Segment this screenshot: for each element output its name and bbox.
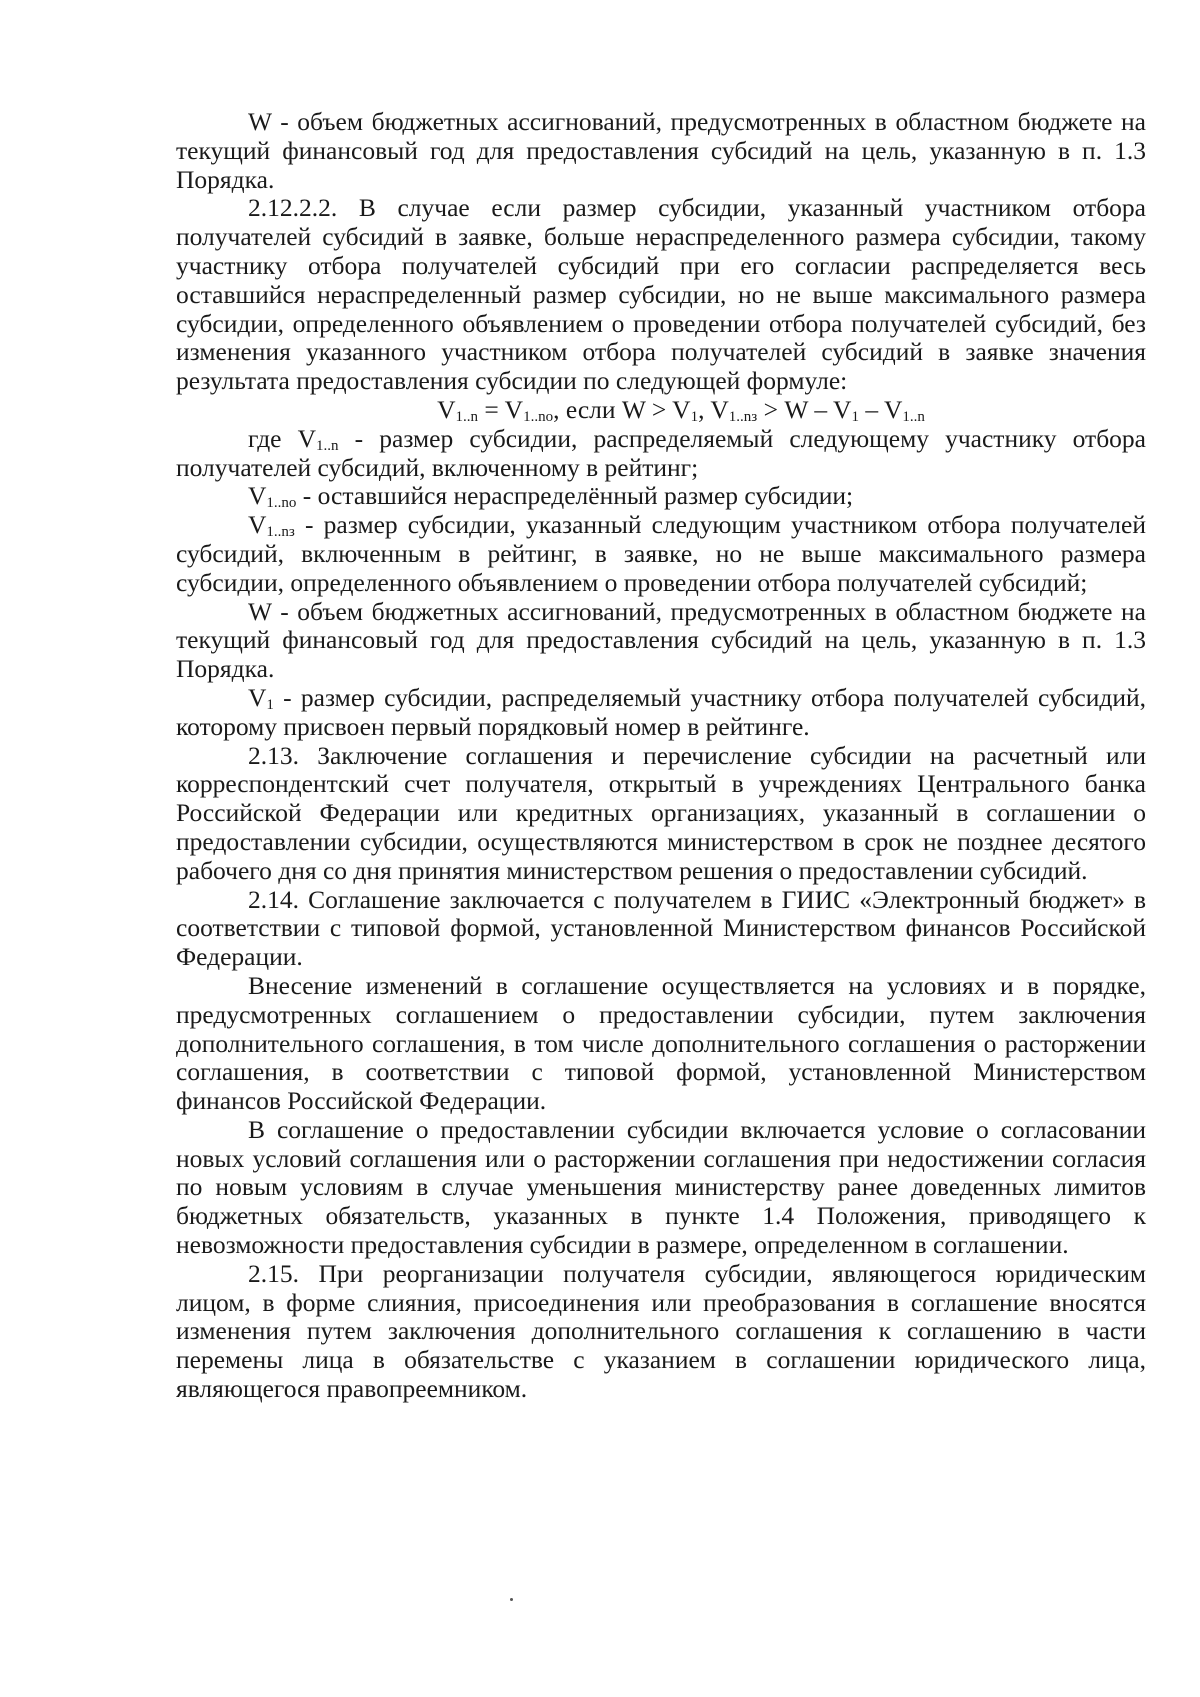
formula-eq: = V (478, 394, 524, 424)
paragraph-limits-condition (176, 1116, 1146, 1260)
formula-minus: – V (858, 394, 903, 424)
paragraph-v1nz-definition (176, 511, 1146, 597)
paragraph-text: 2.12.2.2. В случае если размер субсидии, указанный участником отбора получателей субсидий в заявке, больше нераспределенного размера субсидии, такому участнику отбора получателей субсидий при его согласии распределяется весь оставшийся нераспределенный размер субсидии, но не выше максимального размера субсидии, определенного объявлением о проведении отбора получателей субсидий, без изменения указанного участником отбора получателей субсидий в заявке значения результата предоставления субсидии по следующей формуле: (176, 193, 1146, 396)
variable-prefix: где V (248, 423, 317, 453)
variable-prefix: V (248, 510, 267, 540)
paragraph-text: W - объем бюджетных ассигнований, предусмотренных в областном бюджете на текущий финансовый год для предоставления субсидий на цель, указанную в п. 1.3 Порядка. (176, 107, 1146, 194)
formula-sep: , V (698, 394, 729, 424)
formula-e-sub: 1 (851, 408, 859, 425)
formula-mid: , если W > V (553, 394, 691, 424)
paragraph-text: 2.13. Заключение соглашения и перечисление субсидии на расчетный или корреспондентский счет получателя, открытый в учреждениях Центрального банка Российской Федерации или кредитных организациях, указанный в соглашении о предоставлении субсидии, осуществляются министерством в срок не позднее десятого рабочего дня со дня принятия министерством решения о предоставлении субсидий. (176, 740, 1146, 885)
formula-f-sub: 1..n (902, 408, 925, 425)
formula-c-sub: 1 (690, 408, 699, 425)
paragraph-text: - размер субсидии, указанный следующим участником отбора получателей субсидий, включенным в рейтинг, в заявке, но не выше максимального размера субсидии, определенного объявлением о проведении отбора получателей субсидий; (176, 510, 1146, 597)
paragraph-text: В соглашение о предоставлении субсидии включается условие о согласовании новых условий соглашения или о расторжении соглашения при недостижении согласия по новым условиям в случае уменьшения министерству ранее доведенных лимитов бюджетных обязательств, указанных в пункте 1.4 Положения, приводящего к невозможности предоставления субсидии в размере, определенном в соглашении. (176, 1114, 1146, 1260)
formula (176, 396, 1146, 425)
paragraph-text: 2.15. При реорганизации получателя субсидии, являющегося юридическим лицом, в форме слияния, присоединения или преобразования в соглашение вносятся изменения путем заключения дополнительного соглашения к соглашению в части перемены лица в обязательстве с указанием в соглашении юридического лица, являющегося правопреемником. (176, 1258, 1146, 1404)
formula-a-sub: 1..n (455, 408, 479, 425)
paragraph-text: W - объем бюджетных ассигнований, предусмотренных в областном бюджете на текущий финансовый год для предоставления субсидий на цель, указанную в п. 1.3 Порядка. (176, 596, 1146, 684)
document-page (176, 108, 1146, 1404)
variable-prefix: V (248, 682, 267, 712)
paragraph-text: - оставшийся нераспределённый размер субсидии; (296, 481, 854, 511)
formula-gt: > W – V (757, 394, 852, 424)
paragraph-v1no-definition (176, 482, 1146, 511)
variable-subscript: 1..n (316, 437, 339, 454)
paragraph-text: Внесение изменений в соглашение осуществляется на условиях и в порядке, предусмотренных соглашением о предоставлении субсидии, путем заключения дополнительного соглашения, в том числе дополнительного соглашения о расторжении соглашения, в соответствии с типовой формой, установленной Министерством финансов Российской Федерации. (176, 970, 1146, 1116)
paragraph-2-15 (176, 1260, 1146, 1404)
paragraph-v1-definition (176, 684, 1146, 742)
paragraph-w-definition-1 (176, 108, 1146, 194)
variable-prefix: V (248, 481, 267, 511)
paragraph-w-definition-2 (176, 598, 1146, 684)
paragraph-2-14 (176, 886, 1146, 972)
paragraph-2-13 (176, 742, 1146, 886)
variable-subscript: 1 (266, 696, 274, 713)
variable-subscript: 1..no (266, 495, 297, 512)
formula-b-sub: 1..no (523, 408, 554, 425)
paragraph-text: - размер субсидии, распределяемый следующему участнику отбора получателей субсидий, включенному в рейтинг; (176, 423, 1146, 482)
formula-a: V (437, 394, 456, 424)
paragraph-amendments (176, 972, 1146, 1116)
formula-d-sub: 1..nз (728, 408, 758, 425)
variable-subscript: 1..nз (266, 524, 295, 541)
paragraph-v1n-definition (176, 425, 1146, 483)
paragraph-text: 2.14. Соглашение заключается с получателем в ГИИС «Электронный бюджет» в соответствии с типовой формой, установленной Министерством финансов Российской Федерации. (176, 884, 1146, 972)
scan-speck (510, 1598, 513, 1601)
paragraph-text: - размер субсидии, распределяемый участнику отбора получателей субсидий, которому присвоен первый порядковый номер в рейтинге. (176, 682, 1146, 741)
paragraph-2-12-2-2 (176, 194, 1146, 396)
